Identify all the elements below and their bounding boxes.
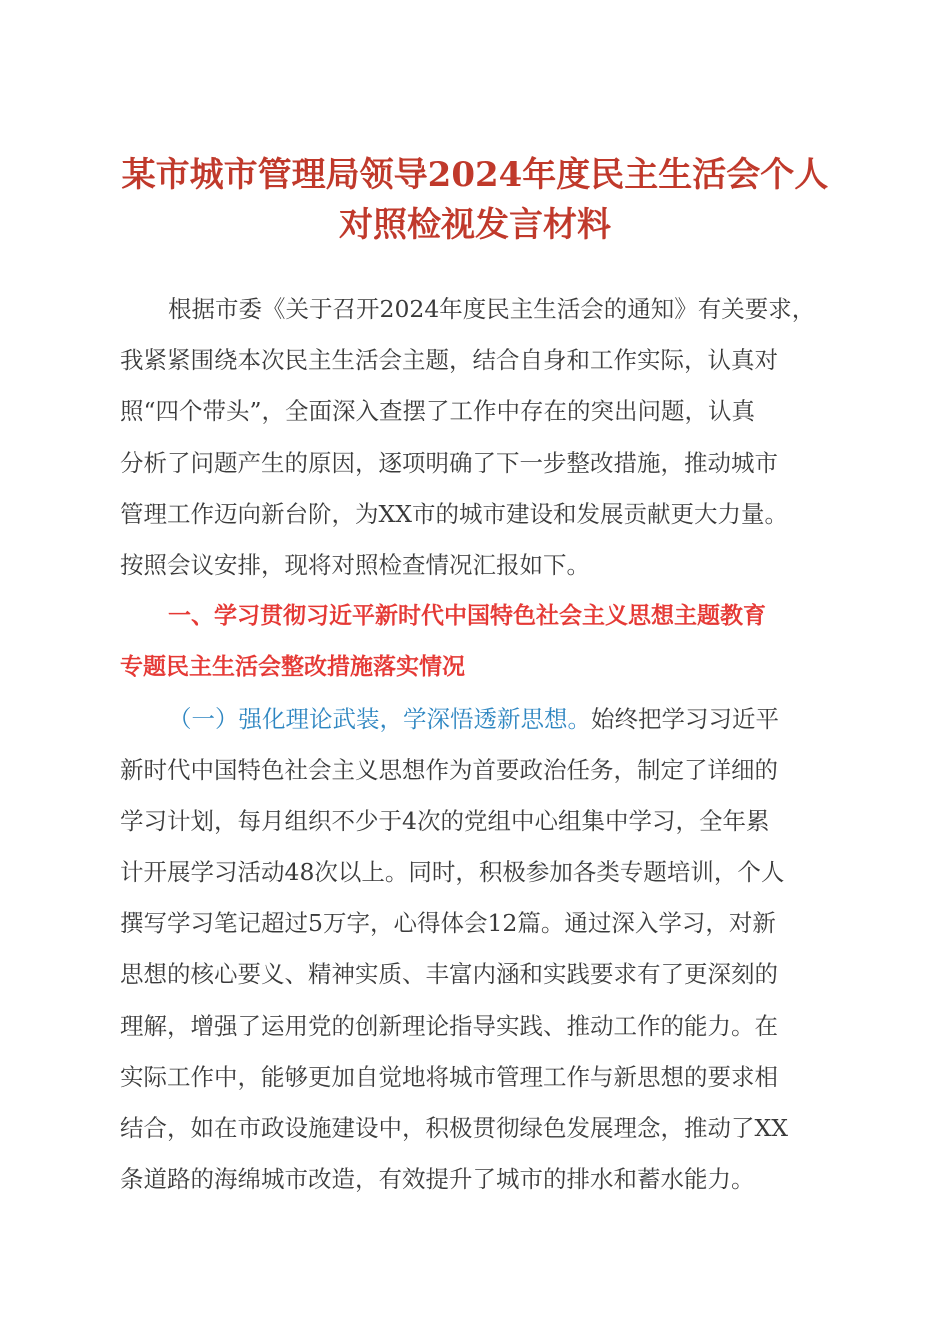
paragraph-line: 撰写学习笔记超过5万字，心得体会12篇。通过深入学习，对新 [120, 909, 776, 938]
section-heading-line: 一、学习贯彻习近平新时代中国特色社会主义思想主题教育 [168, 603, 766, 630]
section-heading-line: 专题民主生活会整改措施落实情况 [120, 654, 465, 681]
paragraph-line: 理解，增强了运用党的创新理论指导实践、推动工作的能力。在 [120, 1011, 778, 1040]
paragraph-line: 学习计划，每月组织不少于4次的党组中心组集中学习，全年累 [120, 806, 770, 835]
intro-line: 我紧紧围绕本次民主生活会主题，结合自身和工作实际，认真对 [120, 346, 778, 375]
subsection-first-line [120, 694, 840, 745]
intro-line: 根据市委《关于召开2024年度民主生活会的通知》有关要求， [168, 295, 816, 323]
intro-line: 管理工作迈向新台阶，为XX市的城市建设和发展贡献更大力量。 [120, 499, 788, 528]
paragraph-line: 计开展学习活动48次以上。同时，积极参加各类专题培训，个人 [120, 858, 785, 887]
document-body [120, 284, 840, 1205]
subsection-heading: （一）强化理论武装，学深悟透新思想。 [168, 704, 591, 733]
document-title [100, 150, 850, 250]
intro-line: 照“四个带头”，全面深入查摆了工作中存在的突出问题，认真 [120, 397, 756, 426]
paragraph-line: 条道路的海绵城市改造，有效提升了城市的排水和蓄水能力。 [120, 1165, 755, 1194]
paragraph-line: 结合，如在市政设施建设中，积极贯彻绿色发展理念，推动了XX [120, 1114, 788, 1142]
paragraph-line: 实际工作中，能够更加自觉地将城市管理工作与新思想的要求相 [120, 1062, 778, 1091]
title-line-2: 对照检视发言材料 [339, 205, 611, 245]
paragraph-line: 新时代中国特色社会主义思想作为首要政治任务，制定了详细的 [120, 755, 778, 784]
intro-line: 分析了问题产生的原因，逐项明确了下一步整改措施，推动城市 [120, 448, 778, 477]
paragraph-line: 思想的核心要义、精神实质、丰富内涵和实践要求有了更深刻的 [120, 960, 778, 989]
paragraph-text: 始终把学习习近平 [591, 704, 779, 733]
title-line-1: 某市城市管理局领导2024年度民主生活会个人 [121, 155, 829, 195]
intro-line: 按照会议安排，现将对照检查情况汇报如下。 [120, 550, 590, 579]
